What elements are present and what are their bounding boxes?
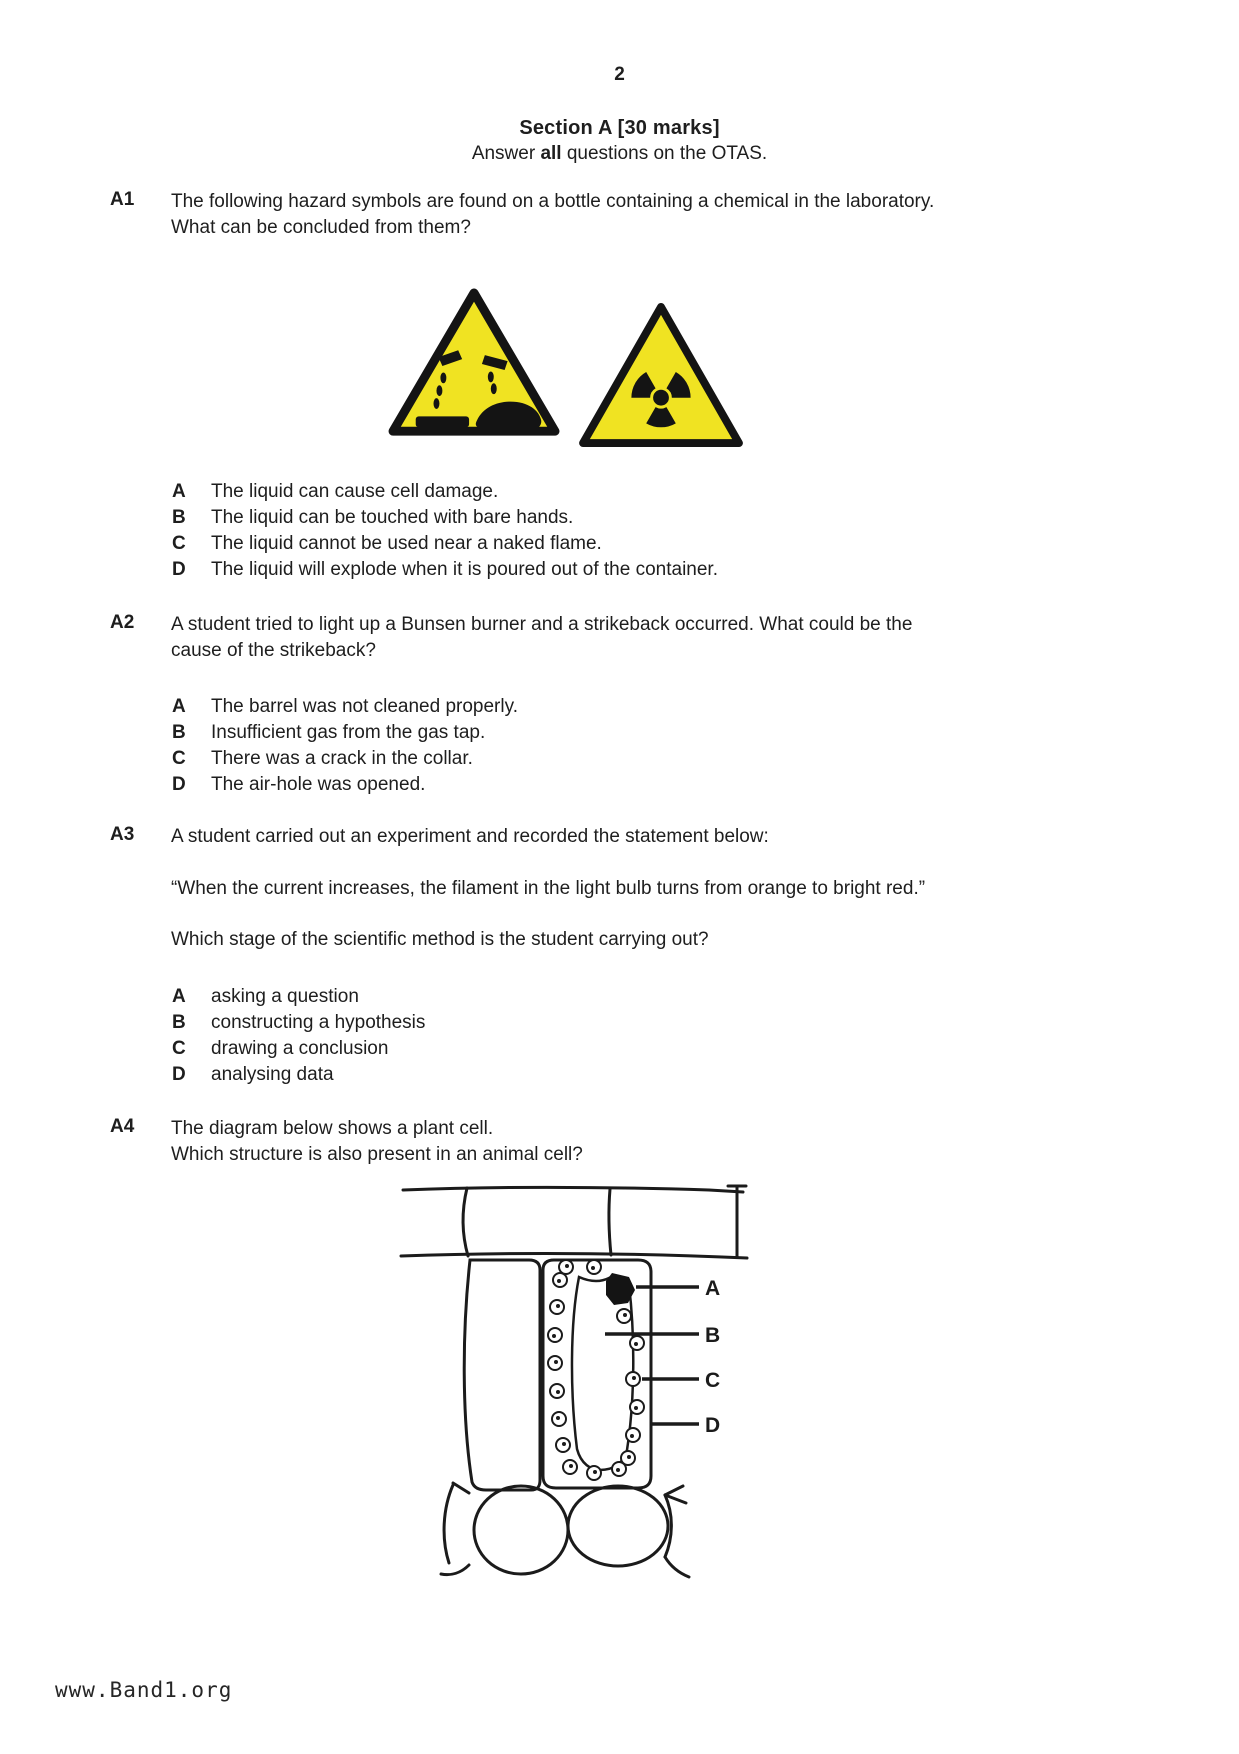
cell-outlines xyxy=(401,1186,747,1577)
option-text: The liquid can be touched with bare hands. xyxy=(211,507,574,528)
option-letter: A xyxy=(172,481,186,502)
question-a2-options xyxy=(172,694,518,798)
option-text: The barrel was not cleaned properly. xyxy=(211,696,518,717)
option-row xyxy=(172,694,518,720)
section-instruction xyxy=(0,143,1239,165)
question-a1-line2: What can be concluded from them? xyxy=(171,217,471,238)
question-a4-label: A4 xyxy=(110,1116,135,1137)
option-letter: A xyxy=(172,696,186,717)
question-a4-line2: Which structure is also present in an animal cell? xyxy=(171,1144,583,1165)
option-letter: D xyxy=(172,774,186,795)
option-letter: B xyxy=(172,1012,186,1033)
option-row xyxy=(172,505,718,531)
option-text: The air-hole was opened. xyxy=(211,774,426,795)
question-a2-text xyxy=(171,612,1071,664)
question-a4-text xyxy=(171,1116,1071,1168)
option-letter: D xyxy=(172,1064,186,1085)
option-row xyxy=(172,720,518,746)
radioactive-hazard-icon xyxy=(577,301,745,449)
option-text: The liquid will explode when it is poured out of the container. xyxy=(211,559,718,580)
option-row xyxy=(172,479,718,505)
option-text: The liquid cannot be used near a naked flame. xyxy=(211,533,602,554)
option-letter: D xyxy=(172,559,186,580)
option-text: constructing a hypothesis xyxy=(211,1012,426,1033)
option-text: There was a crack in the collar. xyxy=(211,748,473,769)
option-row xyxy=(172,772,518,798)
question-a1-options xyxy=(172,479,718,583)
question-a1-text xyxy=(171,189,1071,241)
question-a3-options xyxy=(172,984,425,1088)
question-a1-line1: The following hazard symbols are found on a bottle containing a chemical in the laboratory. xyxy=(171,191,935,212)
option-text: Insufficient gas from the gas tap. xyxy=(211,722,486,743)
option-row xyxy=(172,1062,425,1088)
plant-cell-diagram xyxy=(393,1183,758,1608)
option-letter: C xyxy=(172,1038,186,1059)
corrosive-hazard-icon xyxy=(388,286,561,449)
question-a4-line1: The diagram below shows a plant cell. xyxy=(171,1118,494,1139)
section-title: Section A [30 marks] xyxy=(519,117,720,139)
question-a2-label: A2 xyxy=(110,612,135,633)
instruction-suffix: questions on the OTAS. xyxy=(561,143,768,164)
plant-cell-figure xyxy=(393,1183,758,1603)
option-row xyxy=(172,1036,425,1062)
instruction-prefix: Answer xyxy=(471,143,541,164)
instruction-bold: all xyxy=(540,143,562,164)
option-text: analysing data xyxy=(211,1064,334,1085)
option-letter: C xyxy=(172,748,186,769)
question-a3-line1: A student carried out an experiment and recorded the statement below: xyxy=(171,826,769,847)
question-a3-quote: “When the current increases, the filament in the light bulb turns from orange to bright red.” xyxy=(171,878,926,899)
option-row xyxy=(172,1010,425,1036)
question-a3-label: A3 xyxy=(110,824,135,845)
option-text: drawing a conclusion xyxy=(211,1038,389,1059)
diagram-label-b: B xyxy=(705,1324,721,1347)
question-a1-label: A1 xyxy=(110,189,135,210)
option-text: The liquid can cause cell damage. xyxy=(211,481,499,502)
option-letter: C xyxy=(172,533,186,554)
option-row xyxy=(172,557,718,583)
hazard-symbols xyxy=(388,286,745,449)
page-number: 2 xyxy=(614,64,625,85)
option-row xyxy=(172,746,518,772)
question-a3-subquestion: Which stage of the scientific method is the student carrying out? xyxy=(171,929,709,950)
footer-url: www.Band1.org xyxy=(55,1678,233,1702)
diagram-label-a: A xyxy=(705,1277,721,1300)
option-row xyxy=(172,531,718,557)
question-a2-line1: A student tried to light up a Bunsen burner and a strikeback occurred. What could be the xyxy=(171,614,913,635)
option-letter: B xyxy=(172,507,186,528)
option-letter: A xyxy=(172,986,186,1007)
option-text: asking a question xyxy=(211,986,359,1007)
diagram-label-d: D xyxy=(705,1414,721,1437)
diagram-label-c: C xyxy=(705,1369,721,1392)
option-letter: B xyxy=(172,722,186,743)
question-a2-line2: cause of the strikeback? xyxy=(171,640,376,661)
option-row xyxy=(172,984,425,1010)
